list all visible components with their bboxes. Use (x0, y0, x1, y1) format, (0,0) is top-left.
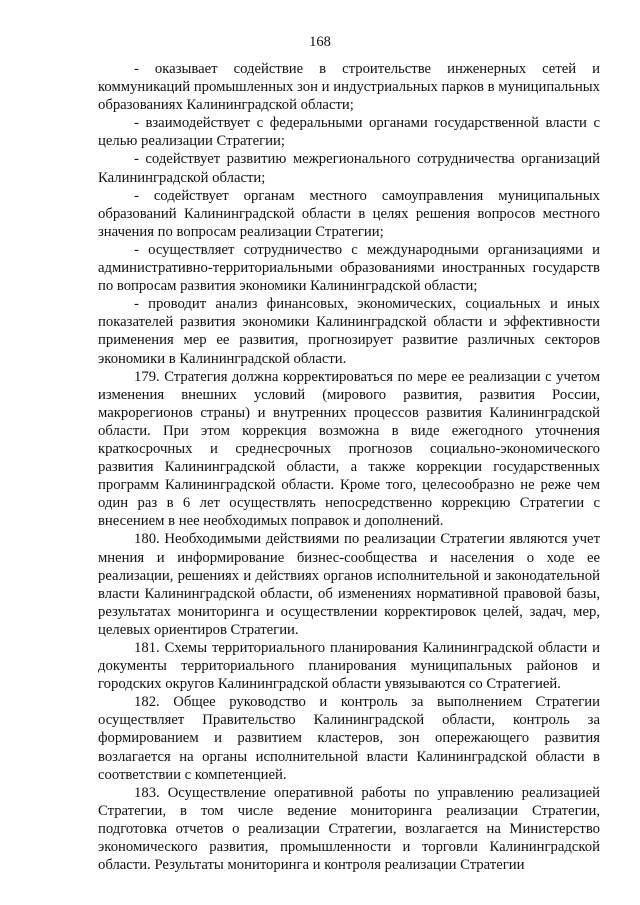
clause-183: 183. Осуществление оперативной работы по управлению реализацией Стратегии, в том числе ведение мониторинга реализации Стратегии, подготовка отчетов о реализации Стратегии, возлагается на Министерство экономического развития, промышленности и торговли Калининградской области. Результаты мониторинга и контроля реализации Стратегии (98, 784, 600, 874)
document-body (98, 60, 600, 874)
bullet-item-local-government: - содействует органам местного самоуправления муниципальных образований Калининградской области в целях решения вопросов местного значения по вопросам реализации Стратегии; (98, 187, 600, 240)
bullet-item-infrastructure: - оказывает содействие в строительстве инженерных сетей и коммуникаций промышленных зон и индустриальных парков в муниципальных образованиях Калининградской области; (98, 61, 600, 114)
bullet-item-interregional: - содействует развитию межрегионального сотрудничества организаций Калининградской области; (98, 151, 600, 186)
bullet-item-international: - осуществляет сотрудничество с международными организациями и административно-территориальными образованиями иностранных государств по вопросам развития экономики Калининградской области; (98, 241, 600, 295)
clause-181: 181. Схемы территориального планирования Калининградской области и документы территориального планирования муниципальных районов и городских округов Калининградской области увязываются со Стратегией. (98, 640, 600, 693)
clause-179: 179. Стратегия должна корректироваться по мере ее реализации с учетом изменения внешних условий (мирового развития, развития России, макрорегионов страны) и внутренних процессов развития Калининградской области. При этом коррекция возможна в виде ежегодного уточнения краткосрочных и среднесрочных прогнозов социально-экономического развития Калининградской области, а также коррекции государственных программ Калининградской области. Кроме того, целесообразно не реже чем один раз в 6 лет осуществлять непосредственно коррекцию Стратегии с внесением в нее необходимых поправок и дополнений. (98, 368, 600, 530)
bullet-item-federal-interaction: - взаимодействует с федеральными органами государственной власти с целью реализации Стратегии; (98, 115, 600, 150)
page-number: 168 (309, 34, 331, 50)
clause-180: 180. Необходимыми действиями по реализации Стратегии являются учет мнения и информирование бизнес-сообщества и населения о ходе ее реализации, решениях и действиях органов исполнительной и законодательной власти Калининградской области, об изменениях нормативной правовой базы, результатах мониторинга и осуществлении корректировок целей, задач, мер, целевых ориентиров Стратегии. (98, 531, 600, 638)
bullet-item-analysis: - проводит анализ финансовых, экономических, социальных и иных показателей развития экономики Калининградской области и эффективности применения мер ее развития, прогнозирует развитие различных секторов экономики в Калининградской области. (98, 296, 600, 367)
clause-182: 182. Общее руководство и контроль за выполнением Стратегии осуществляет Правительство Калининградской области, контроль за формированием и развитием кластеров, зон опережающего развития возлагается на органы исполнительной власти Калининградской области в соответствии с компетенцией. (98, 694, 600, 783)
